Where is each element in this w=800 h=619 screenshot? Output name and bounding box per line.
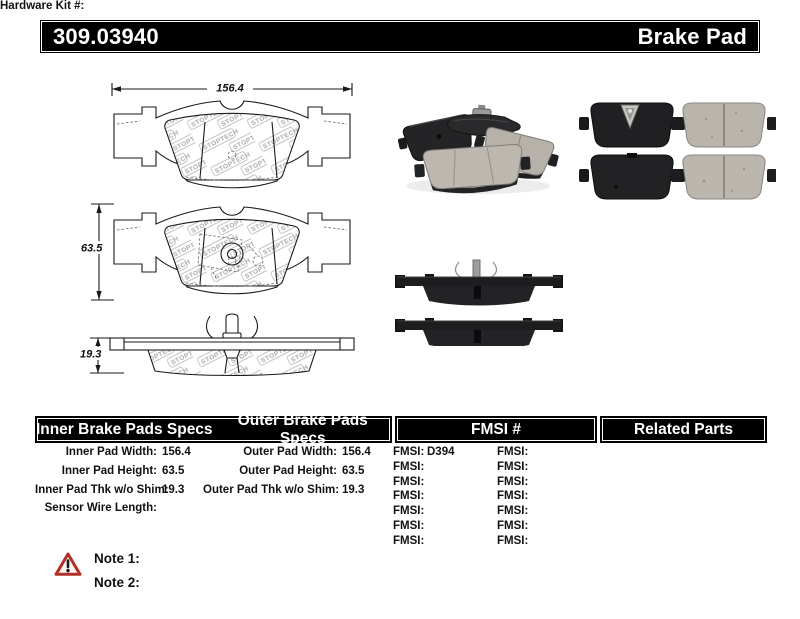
fmsi-row — [497, 490, 531, 505]
fmsi-row — [393, 520, 455, 535]
spec-row — [35, 502, 205, 521]
photo-pads-edge-view — [395, 258, 567, 346]
fmsi-label: FMSI: — [393, 534, 425, 547]
fmsi-column-1 — [393, 446, 455, 549]
fmsi-row — [497, 446, 531, 461]
related-part-label: Hardware Kit #: — [0, 0, 85, 12]
inner-specs-header: Inner Brake Pads Specs — [35, 420, 213, 438]
spec-value: 63.5 — [342, 464, 365, 477]
related-parts-header: Related Parts — [633, 420, 734, 438]
fmsi-row — [393, 461, 455, 476]
spec-value: 156.4 — [162, 446, 191, 458]
pad-friction-top-right — [671, 103, 776, 147]
fmsi-header-bar — [395, 416, 597, 443]
spec-value: 63.5 — [162, 464, 185, 477]
spec-row — [203, 484, 393, 503]
pad-edge-top — [395, 260, 563, 306]
spec-row — [35, 446, 205, 465]
height-dimension-label: 63.5 — [81, 242, 103, 255]
spec-row — [35, 484, 205, 503]
outer-specs-header: Outer Brake Pads Specs — [237, 411, 368, 447]
spec-row — [203, 465, 393, 484]
fmsi-header: FMSI # — [471, 420, 521, 438]
fmsi-label: FMSI: — [393, 446, 425, 458]
header-bar — [40, 20, 760, 53]
fmsi-value: D394 — [427, 446, 455, 458]
fmsi-label: FMSI: — [497, 475, 529, 488]
pad-back-bottom-left — [579, 153, 685, 199]
outer-specs-column — [203, 446, 393, 502]
pad-friction-bottom-right — [671, 155, 776, 199]
fmsi-label: FMSI: — [497, 505, 529, 517]
fmsi-row — [393, 446, 455, 461]
spec-label: Outer Pad Height: — [239, 464, 337, 477]
dimension-width — [112, 80, 352, 96]
spec-label: Inner Pad Width: — [65, 446, 157, 458]
fmsi-row — [497, 520, 531, 535]
photo-pads-flat-set — [576, 96, 776, 202]
fmsi-row — [497, 476, 531, 491]
spec-value: 19.3 — [342, 483, 365, 496]
product-type-title: Brake Pad — [637, 23, 747, 49]
fmsi-label: FMSI: — [497, 446, 529, 458]
thickness-dimension-label: 19.3 — [80, 348, 102, 361]
fmsi-label: FMSI: — [497, 460, 529, 473]
spec-row — [203, 446, 393, 465]
spec-label: Inner Pad Height: — [61, 464, 157, 477]
fmsi-label: FMSI: — [497, 519, 529, 532]
spec-label: Outer Pad Thk w/o Shim: — [203, 483, 340, 496]
fmsi-label: FMSI: — [393, 490, 425, 503]
width-dimension-label: 156.4 — [216, 82, 244, 95]
fmsi-label: FMSI: — [393, 475, 425, 488]
fmsi-label: FMSI: — [497, 490, 529, 503]
warning-icon — [54, 551, 82, 577]
note-row — [94, 575, 140, 599]
fmsi-row — [497, 505, 531, 520]
fmsi-label: FMSI: — [497, 534, 529, 547]
fmsi-row — [393, 476, 455, 491]
fmsi-label: FMSI: — [393, 460, 425, 473]
pad-back-top-left — [579, 103, 685, 147]
fmsi-column-2 — [497, 446, 531, 549]
pad-front-view-bottom — [114, 207, 350, 294]
inner-specs-column — [35, 446, 205, 521]
spec-row — [35, 465, 205, 484]
related-parts-column — [0, 0, 800, 12]
notes-section — [94, 551, 140, 598]
fmsi-row — [393, 505, 455, 520]
pad-front-view-top — [114, 101, 350, 188]
fmsi-row — [497, 535, 531, 550]
spec-label: Inner Pad Thk w/o Shim: — [35, 483, 169, 496]
fmsi-row — [393, 535, 455, 550]
pad-edge-bottom — [395, 318, 563, 346]
fmsi-row — [393, 490, 455, 505]
fmsi-label: FMSI: — [393, 519, 425, 532]
fmsi-label: FMSI: — [393, 505, 425, 517]
note-row — [94, 551, 140, 575]
note-label: Note 2: — [94, 574, 140, 590]
spec-label: Outer Pad Width: — [243, 446, 337, 458]
photo-pads-perspective — [393, 96, 568, 200]
part-number: 309.03940 — [53, 23, 159, 49]
related-parts-header-bar — [600, 416, 767, 443]
specs-header-bar — [35, 411, 392, 447]
technical-drawing — [78, 80, 370, 380]
dimension-height — [79, 204, 114, 300]
note-label: Note 1: — [94, 551, 140, 566]
spec-label: Sensor Wire Length: — [44, 502, 157, 515]
spec-value: 19.3 — [162, 483, 185, 496]
spec-value: 156.4 — [342, 446, 371, 458]
fmsi-row — [497, 461, 531, 476]
pad-side-view — [110, 314, 354, 376]
